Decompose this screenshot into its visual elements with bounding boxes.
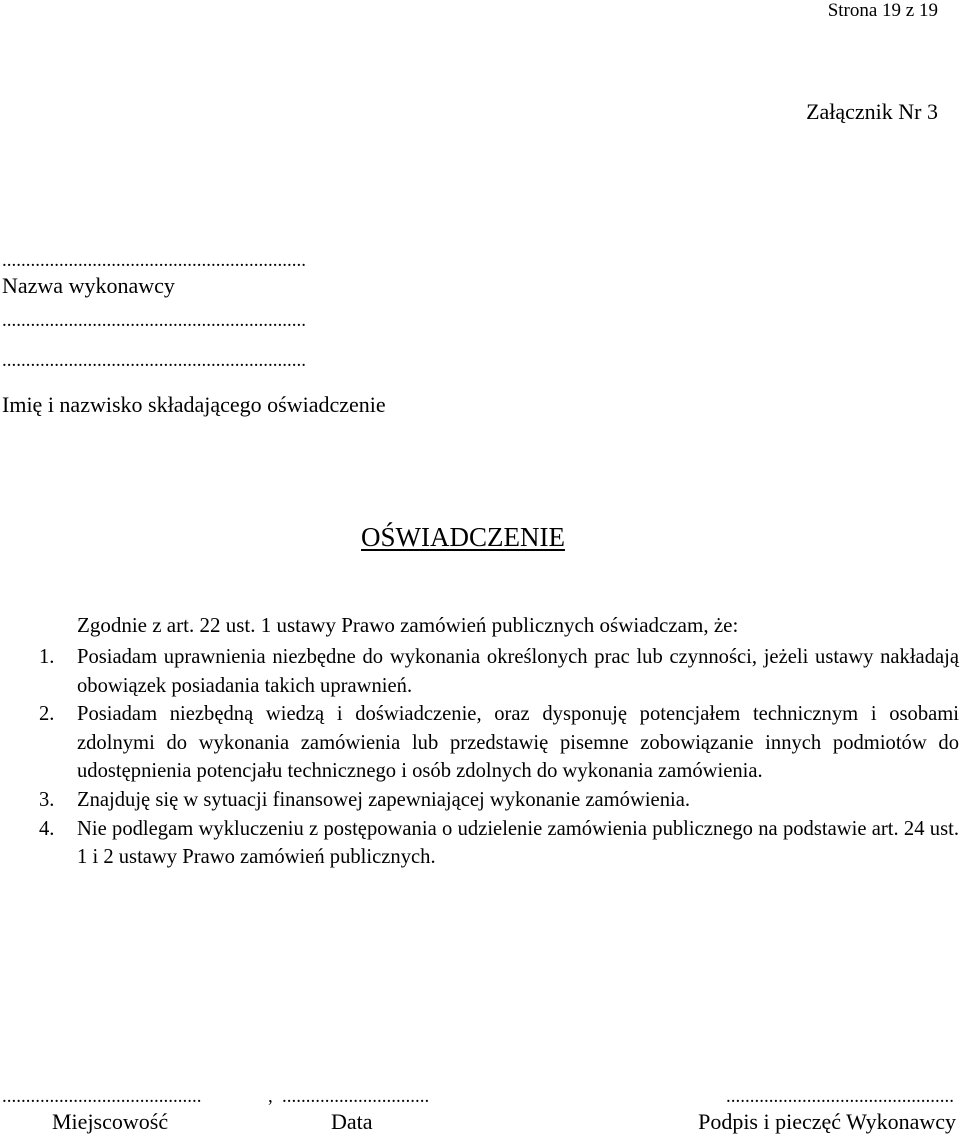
statement-number: 4. <box>39 817 55 840</box>
annex-label: Załącznik Nr 3 <box>806 99 938 124</box>
statement-text: Nie podlegam wykluczeniu z postępowania o udzielenie zamówienia publicznego na podstawie art. 24 ust. 1 i 2 ustawy Prawo zamówień publicznych. <box>77 817 959 869</box>
place-dots: .......................................... <box>2 1086 202 1107</box>
contractor-name-dots: ................................................................ <box>2 250 306 271</box>
statement-item <box>0 643 959 700</box>
statement-item <box>0 786 959 815</box>
declarant-name-dots: ................................................................ <box>2 350 306 371</box>
contractor-extra-dots: ................................................................ <box>2 310 306 331</box>
statement-item <box>0 815 959 872</box>
statement-number: 3. <box>39 788 55 811</box>
statement-number: 1. <box>39 646 55 668</box>
signature-dots: ................................................ <box>726 1086 954 1107</box>
statement-item <box>0 700 959 786</box>
statement-text: Posiadam uprawnienia niezbędne do wykonania określonych prac lub czynności, jeżeli ustawy nakładają obowiązek posiadania takich uprawnień. <box>77 646 959 697</box>
document-title: OŚWIADCZENIE <box>361 522 565 552</box>
statement-text: Posiadam niezbędną wiedzą i doświadczenie, oraz dysponuję potencjałem technicznym i osobami zdolnymi do wykonania zamówienia lub przedstawię pisemne zobowiązanie innych podmiotów do udostępnienia potencjału technicznego i osób zdolnych do wykonania zamówienia. <box>77 703 959 783</box>
signature-label: Podpis i pieczęć Wykonawcy <box>698 1109 956 1134</box>
date-dots: ............................... <box>282 1086 430 1107</box>
place-date-separator: , <box>268 1086 273 1107</box>
statement-number: 2. <box>39 703 55 726</box>
statement-text: Znajduję się w sytuacji finansowej zapewniającej wykonanie zamówienia. <box>77 788 691 811</box>
date-label: Data <box>331 1109 373 1134</box>
declarant-name-label: Imię i nazwisko składającego oświadczenie <box>2 392 386 417</box>
statement-list <box>0 643 960 872</box>
contractor-name-label: Nazwa wykonawcy <box>2 273 175 298</box>
page-number: Strona 19 z 19 <box>827 0 938 21</box>
intro-paragraph: Zgodnie z art. 22 ust. 1 ustawy Prawo zamówień publicznych oświadczam, że: <box>77 613 739 637</box>
place-label: Miejscowość <box>52 1109 169 1134</box>
